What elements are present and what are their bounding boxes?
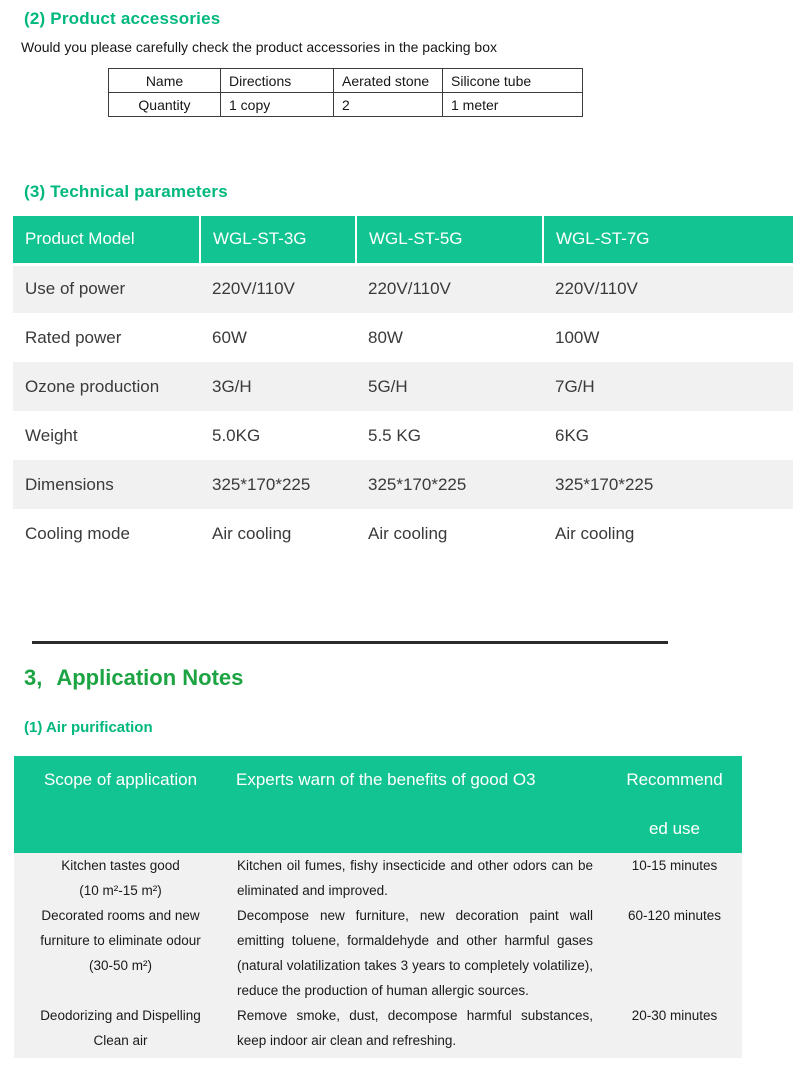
column-header: Scope of application	[14, 756, 227, 853]
benefit-cell: Decompose new furniture, new decoration paint wall emitting toluene, formaldehyde and other harmful gases (natural volatilization takes 3 years to completely volatilize), reduce the production of human allergic sources.	[227, 903, 607, 1003]
section-heading-technical-parameters: (3) Technical parameters	[24, 182, 228, 201]
table-cell: 100W	[555, 327, 600, 347]
horizontal-divider	[32, 641, 668, 644]
table-row	[14, 903, 742, 1003]
table-cell: 1 meter	[443, 93, 583, 117]
scope-line: (10 m²-15 m²)	[79, 883, 162, 898]
row-label: Rated power	[25, 327, 122, 347]
subsection-heading-air-purification: (1) Air purification	[24, 719, 153, 736]
scope-line: Kitchen tastes good	[61, 858, 180, 873]
table-cell: 6KG	[555, 425, 590, 445]
table-row	[13, 509, 793, 558]
table-cell: 3G/H	[200, 362, 356, 411]
section-heading-product-accessories: (2) Product accessories	[24, 9, 221, 28]
scope-cell	[14, 903, 227, 1003]
table-cell: 5.5 KG	[368, 425, 421, 445]
table-header-row	[14, 756, 742, 853]
duration-cell: 20-30 minutes	[607, 1003, 742, 1058]
table-cell: Air cooling	[212, 523, 292, 543]
accessories-intro-text: Would you please carefully check the product accessories in the packing box	[21, 39, 498, 55]
technical-parameters-table	[13, 216, 793, 558]
table-cell: 325*170*225	[356, 460, 543, 509]
table-cell: 5.0KG	[212, 425, 261, 445]
table-row	[13, 313, 793, 362]
table-row	[13, 362, 793, 411]
row-label: Use of power	[13, 264, 200, 313]
table-row	[14, 1003, 742, 1058]
row-label: Cooling mode	[25, 523, 130, 543]
column-header: WGL-ST-3G	[200, 216, 356, 264]
table-cell: 325*170*225	[200, 460, 356, 509]
table-cell: 220V/110V	[356, 264, 543, 313]
benefit-cell: Remove smoke, dust, decompose harmful substances, keep indoor air clean and refreshing.	[227, 1003, 607, 1058]
column-header	[607, 756, 742, 853]
table-row	[13, 411, 793, 460]
column-header: Experts warn of the benefits of good O3	[227, 756, 607, 853]
section-heading-application-notes	[24, 665, 243, 691]
table-cell: Silicone tube	[443, 69, 583, 93]
table-cell: Directions	[221, 69, 334, 93]
section-title: Application Notes	[56, 665, 244, 690]
table-cell: 220V/110V	[200, 264, 356, 313]
row-label: Weight	[25, 425, 78, 445]
air-purification-table	[14, 756, 742, 1058]
column-header: WGL-ST-7G	[543, 216, 793, 264]
table-cell: 220V/110V	[543, 264, 793, 313]
scope-line: Decorated rooms and new furniture to eliminate odour	[40, 908, 201, 948]
table-cell: 60W	[212, 327, 247, 347]
table-cell: Quantity	[109, 93, 221, 117]
section-number: 3,	[24, 665, 43, 690]
column-header: Product Model	[13, 216, 200, 264]
table-cell: 325*170*225	[543, 460, 793, 509]
table-cell: 1 copy	[221, 93, 334, 117]
table-row	[13, 264, 793, 313]
accessories-quantity-row	[109, 93, 583, 117]
table-cell: Name	[109, 69, 221, 93]
table-cell: Air cooling	[368, 523, 448, 543]
table-cell: 80W	[368, 327, 403, 347]
table-row	[13, 460, 793, 509]
table-row	[14, 853, 742, 903]
row-label: Ozone production	[13, 362, 200, 411]
scope-cell	[14, 853, 227, 903]
table-cell: 5G/H	[356, 362, 543, 411]
scope-line: Clean air	[93, 1033, 148, 1048]
table-cell: 7G/H	[543, 362, 793, 411]
scope-cell	[14, 1003, 227, 1058]
scope-line: Deodorizing and Dispelling	[40, 1008, 201, 1023]
table-cell: Aerated stone	[334, 69, 443, 93]
accessories-name-row	[109, 69, 583, 93]
column-header: WGL-ST-5G	[356, 216, 543, 264]
row-label: Dimensions	[13, 460, 200, 509]
duration-cell: 60-120 minutes	[607, 903, 742, 1003]
column-header-line: Recommend	[626, 770, 723, 789]
table-cell: 2	[334, 93, 443, 117]
table-header-row	[13, 216, 793, 264]
table-cell: Air cooling	[555, 523, 635, 543]
scope-line: (30-50 m²)	[88, 958, 152, 973]
column-header-line: ed use	[648, 818, 701, 838]
accessories-table	[108, 68, 583, 117]
duration-cell: 10-15 minutes	[607, 853, 742, 903]
benefit-cell: Kitchen oil fumes, fishy insecticide and other odors can be eliminated and improved.	[227, 853, 607, 903]
